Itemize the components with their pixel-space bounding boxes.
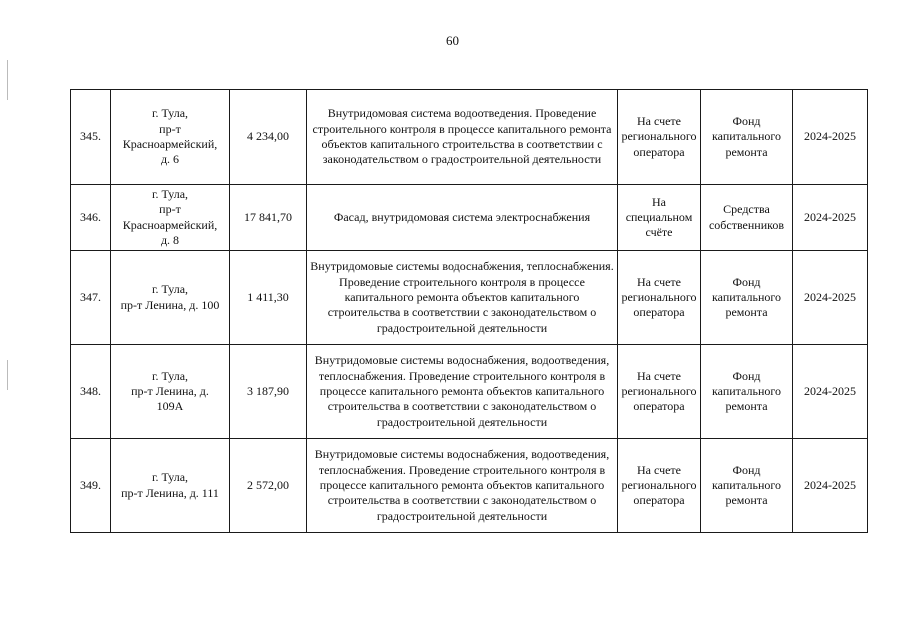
period-cell: 2024-2025 [793, 439, 868, 533]
funding-cell: Фонд капитального ремонта [701, 90, 793, 185]
table-row [71, 90, 868, 185]
funding-cell: Фонд капитального ремонта [701, 439, 793, 533]
works-cell: Внутридомовые системы водоснабжения, водоотведения, теплоснабжения. Проведение строительного контроля в процессе капитального ремонта объектов капитального строительства в соответствии с законодательством о градостроительной деятельности [307, 345, 618, 439]
works-cell: Внутридомовые системы водоснабжения, теплоснабжения. Проведение строительного контроля в процессе капитального ремонта объектов капитального строительства в соответствии с законодательством о градостроительной деятельности [307, 251, 618, 345]
funding-cell: Фонд капитального ремонта [701, 251, 793, 345]
works-cell: Внутридомовые системы водоснабжения, водоотведения, теплоснабжения. Проведение строительного контроля в процессе капитального ремонта объектов капитального строительства в соответствии с законодательством о градостроительной деятельности [307, 439, 618, 533]
area-cell: 2 572,00 [230, 439, 307, 533]
funding-cell: Фонд капитального ремонта [701, 345, 793, 439]
account-cell: На счете регионального оператора [618, 345, 701, 439]
row-number: 349. [71, 439, 111, 533]
area-cell: 3 187,90 [230, 345, 307, 439]
address-cell: г. Тула, пр-т Ленина, д. 100 [111, 251, 230, 345]
scan-margin-mark [7, 360, 8, 390]
works-cell: Фасад, внутридомовая система электроснабжения [307, 185, 618, 251]
area-cell: 1 411,30 [230, 251, 307, 345]
period-cell: 2024-2025 [793, 90, 868, 185]
area-cell: 4 234,00 [230, 90, 307, 185]
account-cell: На счете регионального оператора [618, 439, 701, 533]
period-cell: 2024-2025 [793, 345, 868, 439]
repair-program-table [70, 89, 868, 533]
scan-margin-mark [7, 60, 8, 100]
funding-cell: Средства собственников [701, 185, 793, 251]
page-number: 60 [446, 33, 459, 48]
address-cell: г. Тула, пр-т Ленина, д. 111 [111, 439, 230, 533]
works-cell: Внутридомовая система водоотведения. Проведение строительного контроля в процессе капитального ремонта объектов капитального строительства в соответствии с законодательством о градостроительной деятельности [307, 90, 618, 185]
table-row [71, 185, 868, 251]
row-number: 346. [71, 185, 111, 251]
account-cell: На счете регионального оператора [618, 251, 701, 345]
address-cell: г. Тула, пр-т Красноармейский, д. 8 [111, 185, 230, 251]
table-row [71, 345, 868, 439]
row-number: 347. [71, 251, 111, 345]
period-cell: 2024-2025 [793, 185, 868, 251]
account-cell: На счете регионального оператора [618, 90, 701, 185]
table-row [71, 251, 868, 345]
row-number: 348. [71, 345, 111, 439]
account-cell: На специальном счёте [618, 185, 701, 251]
period-cell: 2024-2025 [793, 251, 868, 345]
address-cell: г. Тула, пр-т Красноармейский, д. 6 [111, 90, 230, 185]
row-number: 345. [71, 90, 111, 185]
table-row [71, 439, 868, 533]
address-cell: г. Тула, пр-т Ленина, д. 109А [111, 345, 230, 439]
area-cell: 17 841,70 [230, 185, 307, 251]
